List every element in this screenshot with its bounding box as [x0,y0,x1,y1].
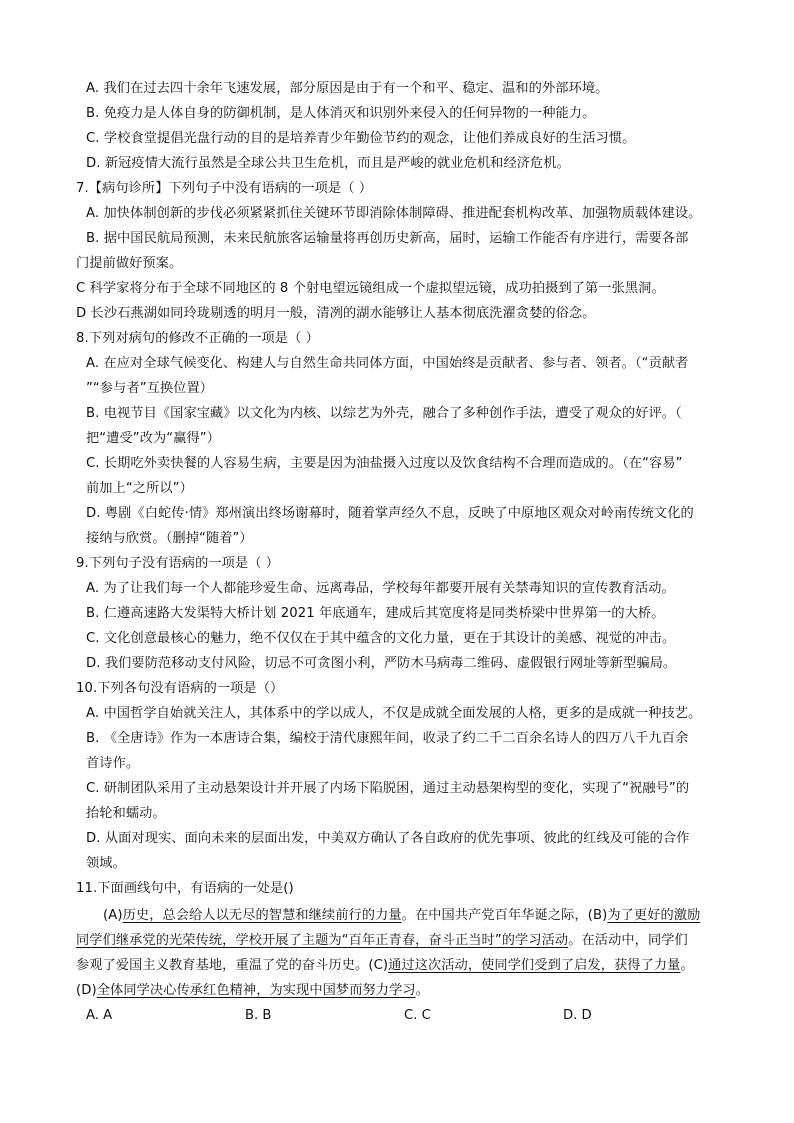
option-text: A. 我们在过去四十余年飞速发展，部分原因是由于有一个和平、稳定、温和的外部环境。 [86,81,609,96]
option-text: B. 《全唐诗》作为一本唐诗合集，编校于清代康熙年间，收录了约二千二百余名诗人的四万八千九百余 [86,731,689,746]
choice-b: B. B [245,1008,272,1023]
option-text-continued: 领域。 [86,856,126,871]
option-text-continued: 接纳与欣赏。（删掉“随着”） [86,531,253,546]
question-stem: 7.【病句诊所】下列句子中没有语病的一项是（ ） [76,181,373,196]
option-text: C. 学校食堂提倡光盘行动的目的是培养青少年勤俭节约的观念，让他们养成良好的生活习惯。 [86,131,636,146]
option-text: A. 为了让我们每一个人都能珍爱生命、远离毒品，学校每年都要开展有关禁毒知识的宣传教育活动。 [86,581,675,596]
option-text: D. 我们要防范移动支付风险，切忌不可贪图小利，严防木马病毒二维码、虚假银行网址等新型骗局。 [86,656,677,671]
option-text: B. 仁遵高速路大发渠特大桥计划 2021 年底通车，建成后其宽度将是同类桥梁中世界第一的大桥。 [86,606,665,621]
passage-text: 。 [680,958,694,973]
option-text: C 科学家将分布于全球不同地区的 8 个射电望远镜组成一个虚拟望远镜，成功拍摄到了第一张黑洞。 [76,281,665,296]
choice-d: D. D [563,1008,592,1023]
option-text: A. 在应对全球气候变化、构建人与自然生命共同体方面，中国始终是贡献者、参与者、领者。（“贡献者 [86,356,689,371]
option-text-continued: 抬轮和蠕动。 [86,806,166,821]
option-text: B. 电视节目《国家宝藏》以文化为内核、以综艺为外壳，融合了多种创作手法，遭受了观众的好评。（ [86,406,682,421]
answer-choices [76,1003,724,1028]
passage-text: 。在活动中，同学们 [568,933,688,948]
underlined-sentence: 通过这次活动，使同学们受到了启发，获得了力量 [388,958,681,973]
option-text: C. 研制团队采用了主动悬架设计并开展了内场下陷脱困，通过主动悬架构型的变化，实现了“祝融号”的 [86,781,690,796]
option-text: A. 中国哲学自始就关注人，其体系中的学以成人，不仅是成就全面发展的人格，更多的是成就一种技艺。 [86,706,702,721]
option-text: A. 加快体制创新的步伐必须紧紧抓住关键环节即消除体制障碍、推进配套机构改革、加强物质载体建设。 [86,206,702,221]
marker: (D) [76,983,97,998]
option-text: D 长沙石燕湖如同玲珑剔透的明月一般，清冽的湖水能够让人基本彻底洗濯贪婪的俗念。 [76,306,596,321]
option-text: C. 长期吃外卖快餐的人容易生病，主要是因为油盐摄入过度以及饮食结构不合理而造成的。（在“容易” [86,456,683,471]
option-text: D. 粤剧《白蛇传·情》郑州演出终场谢幕时，随着掌声经久不息，反映了中原地区观众对岭南传统文化的 [86,506,694,521]
document-page [76,76,724,1028]
option-text: B. 免疫力是人体自身的防御机制，是人体消灭和识别外来侵入的任何异物的一种能力。 [86,106,596,121]
passage-text: 。 [415,983,429,998]
option-text-continued: ”“参与者”互换位置） [86,381,214,396]
question-stem: 11.下面画线句中，有语病的一处是() [76,881,294,896]
passage-text: 参观了爱国主义教育基地，重温了党的奋斗历史。(C) [76,958,389,973]
option-text-continued: 首诗作。 [86,756,140,771]
option-text: C. 文化创意最核心的魅力，绝不仅仅在于其中蕴含的文化力量，更在于其设计的美感、视觉的冲击。 [86,631,676,646]
marker: (A) [103,908,123,923]
underlined-sentence: 历史，总会给人以无尽的智慧和继续前行的力量 [122,908,402,923]
underlined-sentence: 全体同学决心传承红色精神，为实现中国梦而努力学习 [96,983,416,998]
option-text: D. 从面对现实、面向未来的层面出发，中美双方确认了各自政府的优先事项、彼此的红线及可能的合作 [86,831,690,846]
option-text: D. 新冠疫情大流行虽然是全球公共卫生危机，而且是严峻的就业危机和经济危机。 [86,156,570,171]
underlined-sentence: 同学们继承党的光荣传统，学校开展了主题为“百年正青春，奋斗正当时”的学习活动 [76,933,569,948]
choice-c: C. C [404,1008,431,1023]
passage-line [76,953,724,978]
underlined-sentence: 为了更好的激励 [607,908,701,923]
option-text-continued: 把“遭受”改为“赢得”） [86,431,221,446]
passage-line [76,928,724,953]
question-stem: 8.下列对病句的修改不正确的一项是（ ） [76,331,319,346]
option-text-continued: 门提前做好预案。 [76,256,183,271]
option-text: B. 据中国民航局预测，未来民航旅客运输量将再创历史新高，届时，运输工作能否有序进行，需要各部 [86,231,689,246]
passage-line [76,903,724,928]
question-stem: 10.下列各句没有语病的一项是（） [76,681,284,696]
option-text-continued: 前加上“之所以”） [86,481,193,496]
passage-line [76,978,724,1003]
passage-text: 。在中国共产党百年华诞之际，(B) [401,908,608,923]
question-stem: 9.下列句子没有语病的一项是（ ） [76,556,280,571]
choice-a: A. A [86,1008,113,1023]
